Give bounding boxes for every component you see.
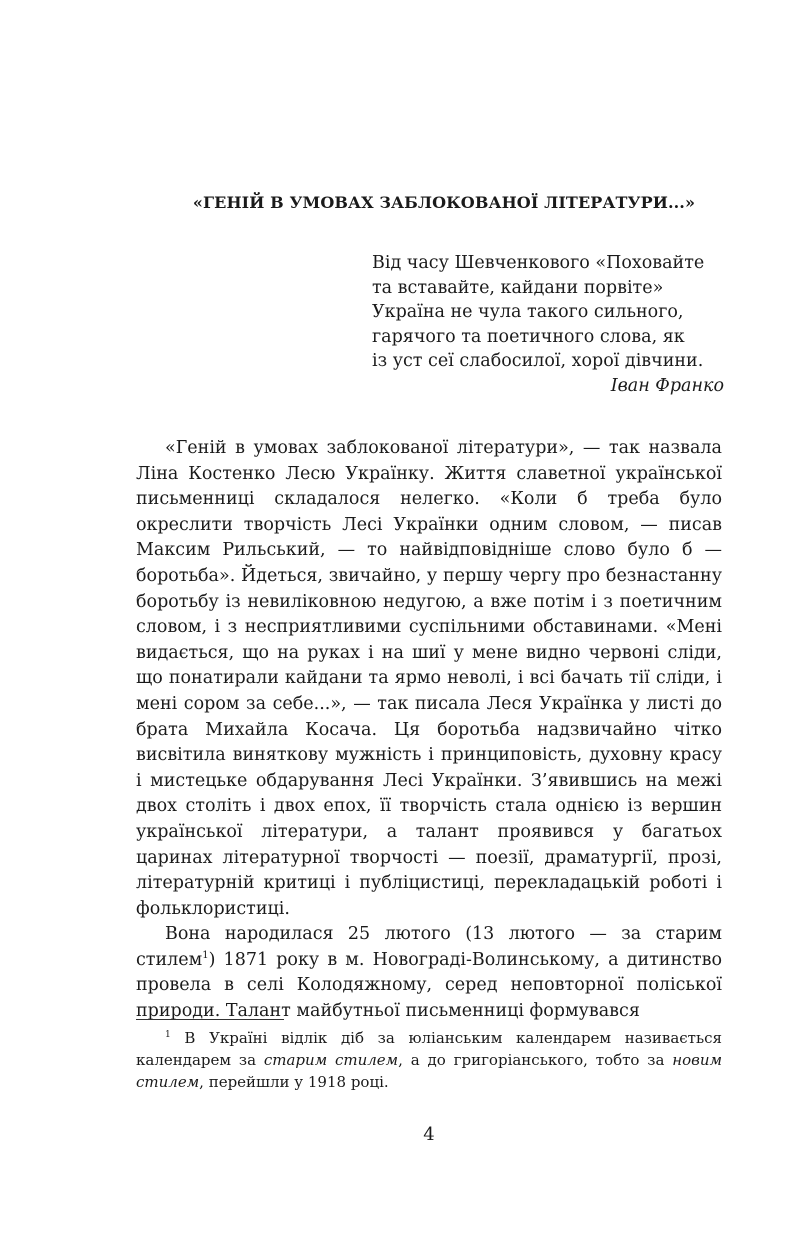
- epigraph-line: Від часу Шевченкового «Поховайте: [372, 253, 705, 273]
- footnote-part: , перейшли у 1918 році.: [199, 1073, 389, 1091]
- paragraph: [136, 922, 722, 1024]
- paragraph-text: ) 1871 року в м. Новограді-Волинському, а дитинство провела в селі Колодяжному, серед неповторної поліської природи. Талант майбутньої письменниці формувався: [136, 949, 722, 1022]
- footnote-marker[interactable]: 1: [202, 950, 209, 962]
- epigraph-line: із уст сеї слабосилої, хорої дівчини.: [372, 351, 704, 371]
- footnote-emphasis: новим стилем: [136, 1051, 723, 1091]
- epigraph-line: та вставайте, кайдани порвіте»: [372, 277, 664, 298]
- footnote-part: В Україні відлік діб за юліанським календарем називається календарем за: [136, 1029, 722, 1069]
- epigraph-line: гарячого та поетичного слова, як: [372, 326, 685, 347]
- chapter-title: «ГЕНІЙ В УМОВАХ ЗАБЛОКОВАНОЇ ЛІТЕРАТУРИ...»: [192, 193, 696, 212]
- epigraph-line: Україна не чула такого сильного,: [372, 302, 684, 322]
- paragraph: «Геній в умовах заблокованої літератури», — так назвала Ліна Костенко Лесю Українку. Життя славетної української письменниці складалося нелегко. «Коли б треба було окреслити творчість Лесі Українки одним словом, — писав Максим Рильський, — то найвідповідніше слово було б — боротьба». Йдеться, звичайно, у першу чергу про безнастанну боротьбу із невиліковною недугою, а вже потім і з поетичним словом, і з несприятливими суспільними обставинами. «Мені видається, що на руках і на шиї у мене видно червоні сліди, що понатирали кайдани та ярмо неволі, і всі бачать тії сліди, і мені сором за себе...», — так писала Леся Українка у листі до брата Михайла Косача. Ця боротьба надзвичайно чітко висвітила виняткову мужність і принциповість, духовну красу і мистецьке обдарування Лесі Українки. З’явившись на межі двох століть і двох епох, її творчість стала однією із вершин української літератури, а талант проявився у багатьох царинах літературної творчості — поезії, драматургії, прозі, літературній критиці і публіцистиці, перекладацькій роботі і фольклористиці.: [136, 438, 722, 919]
- body-text: [136, 436, 722, 1025]
- footnote-divider: [136, 1019, 284, 1020]
- footnote-part: , а до григоріанського, тобто за: [398, 1051, 673, 1069]
- paragraph-text: Вона народилася 25 лютого (13 лютого — за старим стилем: [136, 924, 722, 970]
- footnote-text: [136, 1027, 722, 1093]
- epigraph-author: Іван Франко: [610, 375, 724, 396]
- footnote: [136, 1027, 722, 1093]
- epigraph: [372, 251, 724, 398]
- footnote-number: 1: [165, 1030, 171, 1040]
- page-number: 4: [423, 1124, 435, 1145]
- footnote-emphasis: старим стилем: [263, 1051, 399, 1069]
